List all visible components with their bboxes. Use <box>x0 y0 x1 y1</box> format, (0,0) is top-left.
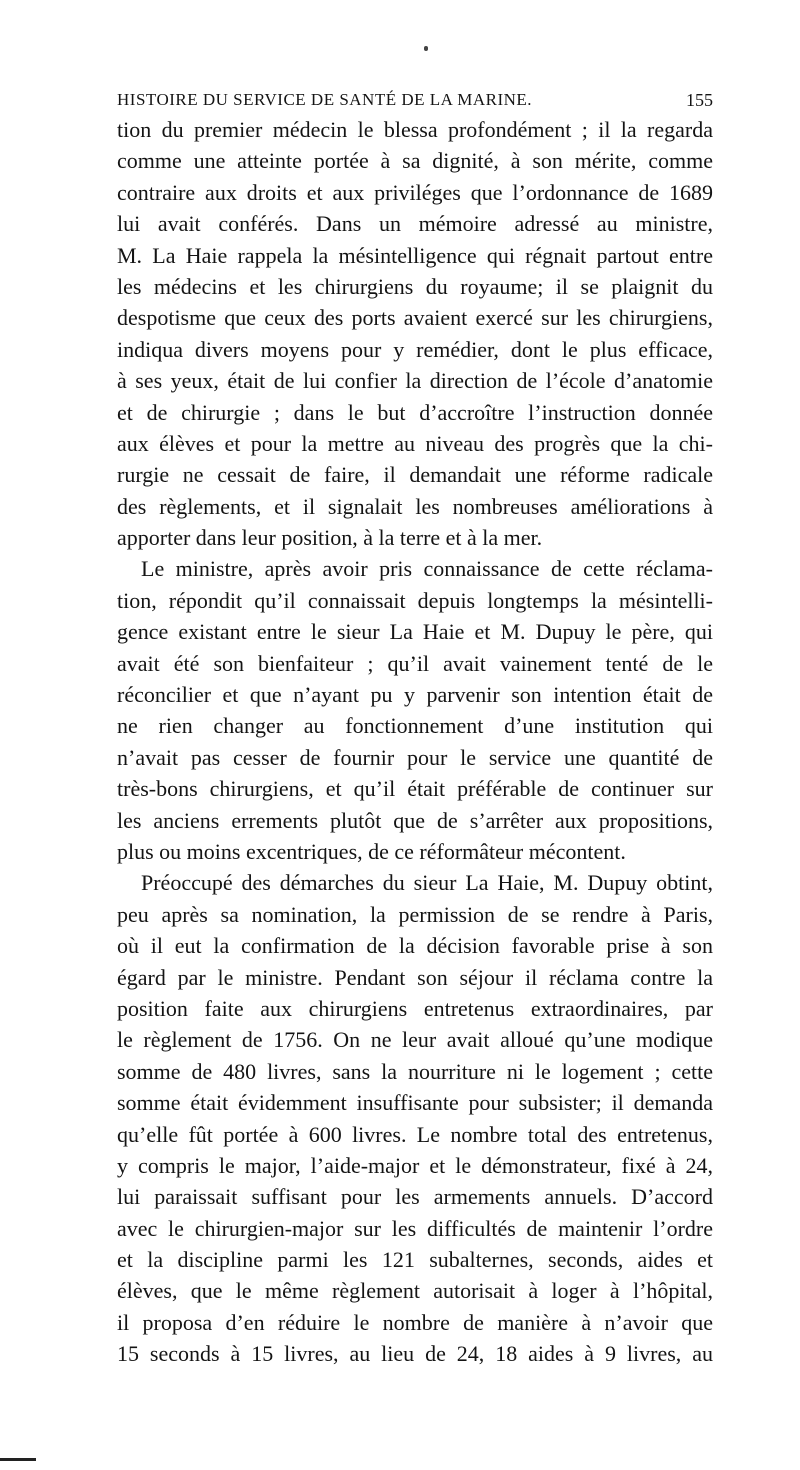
text-line: comme une atteinte portée à sa dignité, à son mérite, comme <box>117 148 713 174</box>
text-line: il proposa d’en réduire le nombre de manière à n’avoir que <box>117 1309 713 1335</box>
print-speck <box>424 46 428 51</box>
paragraph-start-line: Préoccupé des démarches du sieur La Haie, M. Dupuy obtint, <box>141 870 713 896</box>
text-line: gence existant entre le sieur La Haie et M. Dupuy le père, qui <box>117 619 713 645</box>
text-line: n’avait pas cesser de fournir pour le service une quantité de <box>117 744 713 770</box>
text-line: somme de 480 livres, sans la nourriture ni le logement ; cette <box>117 1058 713 1084</box>
text-line: ne rien changer au fonctionnement d’une institution qui <box>117 713 713 739</box>
text-line: le règlement de 1756. On ne leur avait alloué qu’une modique <box>117 1027 713 1053</box>
text-line: position faite aux chirurgiens entretenus extraordinaires, par <box>117 995 713 1021</box>
text-line: apporter dans leur position, à la terre et à la mer. <box>117 525 543 551</box>
text-line: des règlements, et il signalait les nombreuses améliorations à <box>117 493 713 519</box>
text-line: lui paraissait suffisant pour les armements annuels. D’accord <box>117 1184 713 1210</box>
running-head: HISTOIRE DU SERVICE DE SANTÉ DE LA MARINE. <box>117 90 533 109</box>
text-line: les médecins et les chirurgiens du royaume; il se plaignit du <box>117 273 713 299</box>
text-line: tion, répondit qu’il connaissait depuis longtemps la mésintelli- <box>117 587 713 613</box>
text-line: peu après sa nomination, la permission de se rendre à Paris, <box>117 901 713 927</box>
scan-edge-mark <box>0 1458 36 1461</box>
paragraph-start-line: Le ministre, après avoir pris connaissance de cette réclama- <box>141 556 713 582</box>
text-line: rurgie ne cessait de faire, il demandait une réforme radicale <box>117 462 713 488</box>
text-line: lui avait conférés. Dans un mémoire adressé au ministre, <box>117 211 713 237</box>
text-line: réconcilier et que n’ayant pu y parvenir son intention était de <box>117 682 713 708</box>
text-line: contraire aux droits et aux priviléges que l’ordonnance de 1689 <box>117 179 713 205</box>
text-line: et de chirurgie ; dans le but d’accroître l’instruction donnée <box>117 399 713 425</box>
text-line: y compris le major, l’aide-major et le démonstrateur, fixé à 24, <box>117 1152 713 1178</box>
text-line: élèves, que le même règlement autorisait à loger à l’hôpital, <box>117 1278 713 1304</box>
text-line: à ses yeux, était de lui confier la direction de l’école d’anatomie <box>117 368 713 394</box>
page-number: 155 <box>686 90 713 110</box>
body-text <box>117 114 713 1370</box>
text-line: M. La Haie rappela la mésintelligence qui régnait partout entre <box>117 242 713 268</box>
text-line: avec le chirurgien-major sur les difficultés de maintenir l’ordre <box>117 1215 713 1241</box>
text-line: très-bons chirurgiens, et qu’il était préférable de continuer sur <box>117 776 713 802</box>
text-line: despotisme que ceux des ports avaient exercé sur les chirurgiens, <box>117 305 713 331</box>
text-line: indiqua divers moyens pour y remédier, dont le plus efficace, <box>117 336 713 362</box>
text-line: plus ou moins excentriques, de ce réformâteur mécontent. <box>117 838 626 864</box>
text-line: aux élèves et pour la mettre au niveau des progrès que la chi- <box>117 430 713 456</box>
text-line: où il eut la confirmation de la décision favorable prise à son <box>117 933 713 959</box>
text-line: tion du premier médecin le blessa profondément ; il la regarda <box>117 117 713 142</box>
text-line: somme était évidemment insuffisante pour subsister; il demanda <box>117 1090 713 1116</box>
text-line: 15 seconds à 15 livres, au lieu de 24, 18 aides à 9 livres, au <box>117 1341 713 1367</box>
text-line: qu’elle fût portée à 600 livres. Le nombre total des entretenus, <box>117 1121 713 1147</box>
page-header <box>117 86 713 114</box>
text-line: les anciens errements plutôt que de s’arrêter aux propositions, <box>117 807 713 833</box>
text-line: et la discipline parmi les 121 subalternes, seconds, aides et <box>117 1247 713 1273</box>
text-line: égard par le ministre. Pendant son séjour il réclama contre la <box>117 964 713 990</box>
text-line: avait été son bienfaiteur ; qu’il avait vainement tenté de le <box>117 650 713 676</box>
